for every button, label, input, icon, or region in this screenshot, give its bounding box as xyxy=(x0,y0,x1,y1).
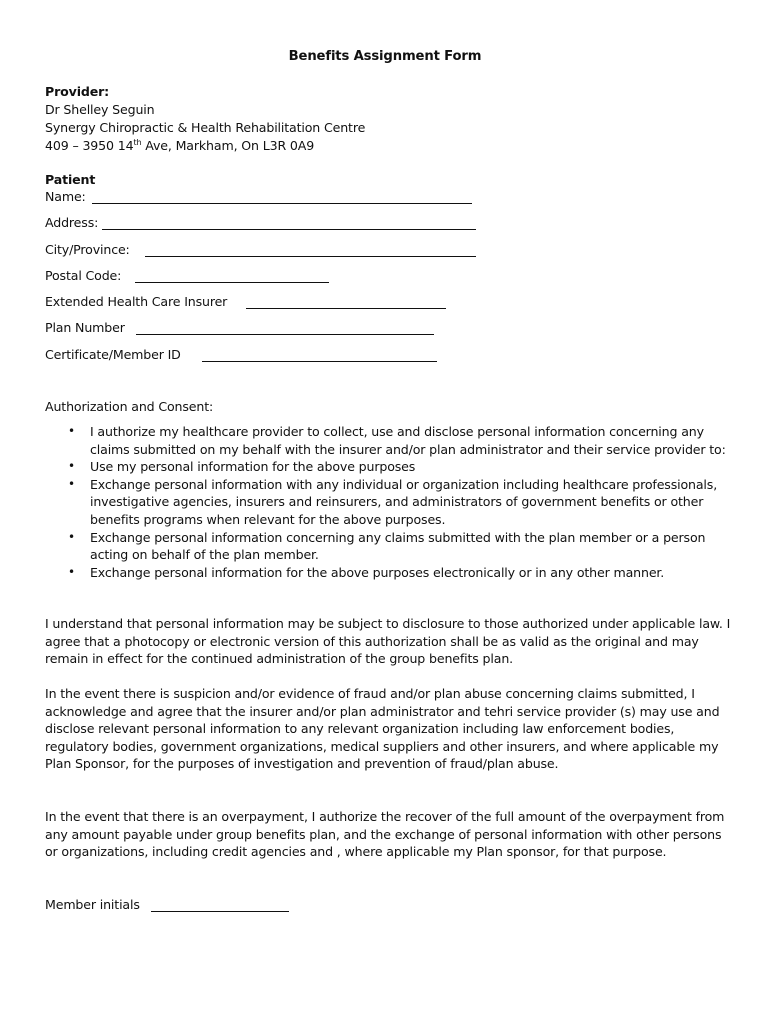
overpayment-paragraph: In the event that there is an overpayment, I authorize the recover of the full amount of the overpayment from any amount payable under group benefits plan, and the exchange of personal information with other persons or organizations, including credit agencies and , where applicable my Plan sponsor, for that purpose. xyxy=(45,809,725,860)
list-item xyxy=(68,476,728,529)
name-field-label: Name: xyxy=(45,189,86,204)
address-ordinal: th xyxy=(133,137,142,147)
list-item xyxy=(68,564,728,582)
bullet-icon: • xyxy=(68,424,75,438)
plan-number-field-label: Plan Number xyxy=(45,320,125,335)
disclosure-paragraph: I understand that personal information may be subject to disclosure to those authorized under applicable law. I agree that a photocopy or electronic version of this authorization shall be as valid as the original and may remain in effect for the continued administration of the group benefits plan. xyxy=(45,616,731,667)
member-id-field-line[interactable] xyxy=(202,361,437,362)
city-province-field-line[interactable] xyxy=(145,256,476,257)
postal-code-field-line[interactable] xyxy=(135,282,329,283)
member-initials-label: Member initials xyxy=(45,897,140,912)
list-item xyxy=(68,458,728,476)
provider-address xyxy=(45,137,314,155)
provider-name: Dr Shelley Seguin xyxy=(45,102,155,117)
consent-heading: Authorization and Consent: xyxy=(45,399,214,414)
list-item xyxy=(68,529,728,564)
form-title: Benefits Assignment Form xyxy=(288,49,482,64)
bullet-icon: • xyxy=(68,476,75,491)
fraud-paragraph: In the event there is suspicion and/or evidence of fraud and/or plan abuse concerning claims submitted, I acknowledge and agree that the insurer and/or plan administrator and tehri service provider (s) may use and disclose relevant personal information to any relevant organization including law enforcement bodies, regulatory bodies, government organizations, medical suppliers and other insurers, and where applicable my Plan Sponsor, for the purposes of investigation and prevention of fraud/plan abuse. xyxy=(45,686,720,772)
insurer-field-label: Extended Health Care Insurer xyxy=(45,294,228,309)
bullet-icon: • xyxy=(68,459,75,474)
list-item-text: Exchange personal information concerning any claims submitted with the plan member or a person acting on behalf of the plan member. xyxy=(90,529,706,563)
provider-heading: Provider: xyxy=(45,84,110,99)
list-item xyxy=(68,423,728,458)
provider-clinic: Synergy Chiropractic & Health Rehabilitation Centre xyxy=(45,120,366,135)
address-field-line[interactable] xyxy=(102,229,476,230)
name-field-line[interactable] xyxy=(92,203,472,204)
address-street: 409 – 3950 14 xyxy=(45,138,134,153)
address-field-label: Address: xyxy=(45,215,99,230)
insurer-field-line[interactable] xyxy=(246,308,446,309)
list-item-text: Exchange personal information with any individual or organization including healthcare professionals, investigative agencies, insurers and reinsurers, and administrators of government benefits or other benefits programs when relevant for the above purposes. xyxy=(90,476,718,527)
list-item-text: Use my personal information for the above purposes xyxy=(90,459,416,475)
address-city: Ave, Markham, On L3R 0A9 xyxy=(141,138,315,153)
postal-code-field-label: Postal Code: xyxy=(45,268,122,283)
patient-heading: Patient xyxy=(45,172,96,187)
member-initials-line[interactable] xyxy=(151,911,289,912)
bullet-icon: • xyxy=(68,529,75,544)
member-id-field-label: Certificate/Member ID xyxy=(45,347,181,362)
list-item-text: I authorize my healthcare provider to collect, use and disclose personal information concerning any claims submitted on my behalf with the insurer and/or plan administrator and their service provider to: xyxy=(90,424,726,457)
plan-number-field-line[interactable] xyxy=(136,334,434,335)
consent-list xyxy=(68,423,728,581)
bullet-icon: • xyxy=(68,564,75,579)
list-item-text: Exchange personal information for the above purposes electronically or in any other manner. xyxy=(90,564,665,580)
city-province-field-label: City/Province: xyxy=(45,242,130,257)
